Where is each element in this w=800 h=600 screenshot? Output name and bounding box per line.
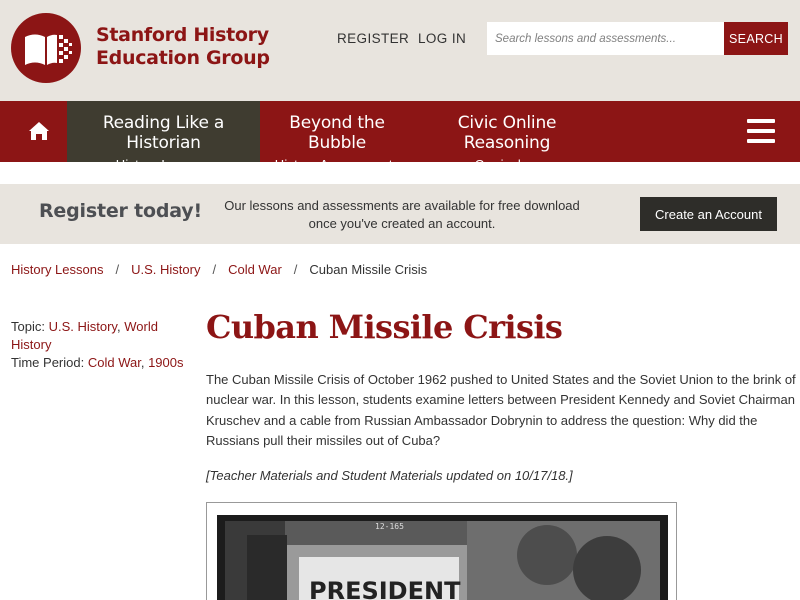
- lesson-description: The Cuban Missile Crisis of October 1962 pushed to United States and the Soviet Union to the brink of nuclear war. In this lesson, students examine letters between President Kennedy and Soviet Chairman Kruschev and a cable from Russian Ambassador Dobrynin to address the question: Why did the Russians pull their missiles out of Cuba?: [206, 372, 796, 448]
- login-link[interactable]: LOG IN: [418, 31, 467, 46]
- nav-item-title: Beyond the Bubble: [289, 113, 385, 153]
- register-link[interactable]: REGISTER: [337, 31, 410, 46]
- breadcrumb: [11, 262, 427, 277]
- home-icon[interactable]: [20, 117, 60, 147]
- period-link-1900s[interactable]: 1900s: [148, 355, 184, 370]
- search-input[interactable]: [487, 22, 724, 55]
- main-nav: [0, 101, 800, 172]
- nav-item-subtitle: Curriculum: [474, 157, 540, 172]
- site-header: [0, 0, 800, 101]
- register-title: Register today!: [39, 200, 202, 222]
- topic-link-us-history[interactable]: U.S. History: [48, 319, 117, 334]
- breadcrumb-separator: /: [212, 262, 217, 277]
- nav-item-beyond-the-bubble[interactable]: [260, 101, 414, 172]
- logo-line-2: Education Group: [96, 47, 270, 69]
- nav-item-reading-like-a-historian[interactable]: [67, 101, 260, 172]
- topic-link-world-history[interactable]: World History: [11, 319, 158, 352]
- logo-line-1: Stanford History: [96, 24, 269, 46]
- breadcrumb-current: Cuban Missile Crisis: [309, 262, 428, 277]
- breadcrumb-history-lessons[interactable]: History Lessons: [11, 262, 104, 277]
- photo-sign-text: PRESIDENT: [309, 577, 461, 600]
- topic-label: Topic:: [11, 319, 45, 334]
- logo-icon[interactable]: [11, 13, 81, 83]
- create-account-button[interactable]: Create an Account: [640, 197, 777, 231]
- breadcrumb-separator: /: [293, 262, 298, 277]
- nav-item-civic-online-reasoning[interactable]: [414, 101, 600, 172]
- register-text: Our lessons and assessments are available for free download once you've created an account.: [224, 198, 580, 231]
- lesson-sidebar: [11, 318, 191, 372]
- lesson-photo: [217, 515, 668, 600]
- topic-row: Topic: U.S. History, World History: [11, 319, 158, 352]
- breadcrumb-us-history[interactable]: U.S. History: [131, 262, 201, 277]
- hamburger-menu-icon[interactable]: [747, 119, 775, 143]
- nav-item-title: Civic Online Reasoning: [457, 113, 557, 153]
- lesson-photo-frame[interactable]: [206, 502, 677, 600]
- breadcrumb-separator: /: [115, 262, 120, 277]
- photo-corner-mark: 12-165: [375, 522, 404, 531]
- time-period-row: Time Period: Cold War, 1900s: [11, 355, 184, 370]
- time-period-label: Time Period:: [11, 355, 85, 370]
- search-button[interactable]: SEARCH: [724, 22, 788, 55]
- nav-item-subtitle: History Lessons: [115, 157, 212, 172]
- update-note: [Teacher Materials and Student Materials updated on 10/17/18.]: [206, 468, 573, 483]
- logo-text[interactable]: [96, 24, 270, 70]
- nav-item-title: Reading Like a Historian: [102, 113, 225, 153]
- breadcrumb-cold-war[interactable]: Cold War: [228, 262, 282, 277]
- period-link-cold-war[interactable]: Cold War: [87, 355, 141, 370]
- page-title: Cuban Missile Crisis: [206, 308, 563, 346]
- nav-item-subtitle: History Assessments: [274, 157, 400, 172]
